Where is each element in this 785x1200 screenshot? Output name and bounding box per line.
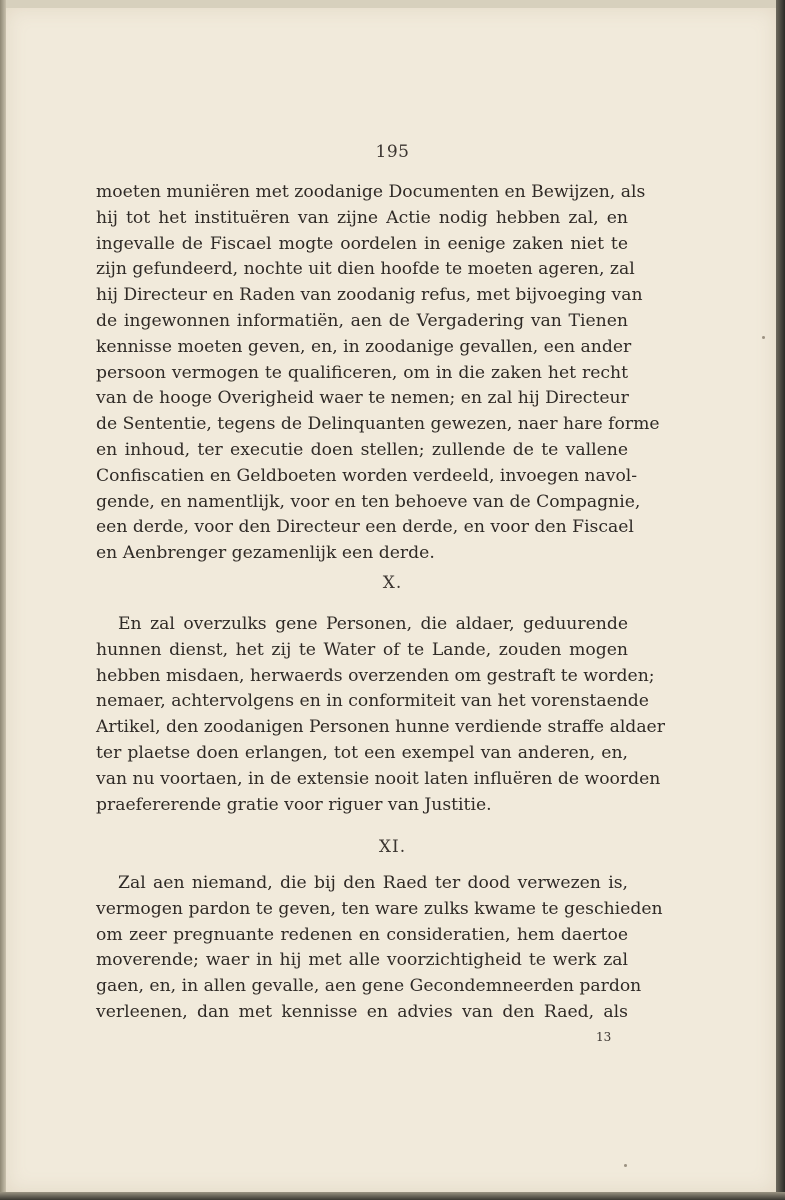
- section-heading-x: X.: [382, 573, 403, 593]
- text-line: gaen, en, in allen gevalle, aen gene Gecondemneerden pardon: [96, 976, 642, 997]
- text-line: persoon vermogen te qualificeren, om in die zaken het recht: [96, 362, 628, 383]
- text-line: vermogen pardon te geven, ten ware zulks kwame te geschieden: [96, 898, 663, 919]
- text-line: van nu voortaen, in de extensie nooit laten influëren de woorden: [96, 768, 661, 789]
- text-line: hij tot het instituëren van zijne Actie nodig hebben zal, en: [96, 207, 628, 228]
- text-line: gende, en namentlijk, voor en ten behoeve van de Compagnie,: [96, 491, 641, 512]
- page-edge-right: [776, 0, 785, 1200]
- section-heading-xi: XI.: [378, 837, 407, 857]
- text-line: zijn gefundeerd, nochte uit dien hoofde te moeten ageren, zal: [96, 259, 635, 280]
- text-line: nemaer, achtervolgens en in conformiteit van het vorenstaende: [96, 691, 649, 712]
- text-line: kennisse moeten geven, en, in zoodanige gevallen, een ander: [96, 336, 632, 357]
- text-line: een derde, voor den Directeur een derde, en voor den Fiscael: [96, 517, 634, 538]
- text-line: ter plaetse doen erlangen, tot een exempel van anderen, en,: [96, 742, 628, 763]
- page-number: 195: [375, 142, 410, 162]
- text-line: en inhoud, ter executie doen stellen; zullende de te vallene: [96, 439, 628, 460]
- text-line: praefererende gratie voor riguer van Justitie.: [96, 794, 492, 815]
- paragraph-article-continuation: [96, 180, 660, 567]
- paragraph-article-xi: [96, 871, 663, 1026]
- paper-speck: [762, 336, 765, 339]
- text-line: om zeer pregnuante redenen en consideratien, hem daertoe: [96, 924, 628, 945]
- paper-speck: [624, 1164, 627, 1167]
- text-line: de ingewonnen informatiën, aen de Vergadering van Tienen: [96, 310, 628, 331]
- text-line: hebben misdaen, herwaerds overzenden om gestraft te worden;: [96, 665, 655, 686]
- text-line: en Aenbrenger gezamenlijk een derde.: [96, 543, 435, 564]
- text-line: hunnen dienst, het zij te Water of te Lande, zouden mogen: [96, 639, 628, 660]
- text-line: Artikel, den zoodanigen Personen hunne verdiende straffe aldaer: [96, 717, 665, 738]
- text-line: van de hooge Overigheid waer te nemen; en zal hij Directeur: [96, 388, 629, 409]
- text-line: moeten muniëren met zoodanige Documenten en Bewijzen, als: [96, 182, 646, 202]
- text-line: En zal overzulks gene Personen, die aldaer, geduurende: [118, 614, 628, 634]
- paragraph-article-x: [96, 612, 665, 818]
- text-line: moverende; waer in hij met alle voorzichtigheid te werk zal: [96, 950, 628, 971]
- printer-signature-mark: 13: [596, 1030, 612, 1044]
- text-line: Confiscatien en Geldboeten worden verdeeld, invoegen navol-: [96, 465, 638, 486]
- text-line: de Sententie, tegens de Delinquanten gewezen, naer hare forme: [96, 414, 660, 435]
- text-line: hij Directeur en Raden van zoodanig refus, met bijvoeging van: [96, 285, 643, 306]
- text-line: verleenen, dan met kennisse en advies van den Raed, als: [96, 1001, 628, 1022]
- text-line: Zal aen niemand, die bij den Raed ter dood verwezen is,: [118, 873, 628, 893]
- page-edge-bottom: [0, 1192, 785, 1200]
- text-line: ingevalle de Fiscael mogte oordelen in eenige zaken niet te: [96, 233, 628, 254]
